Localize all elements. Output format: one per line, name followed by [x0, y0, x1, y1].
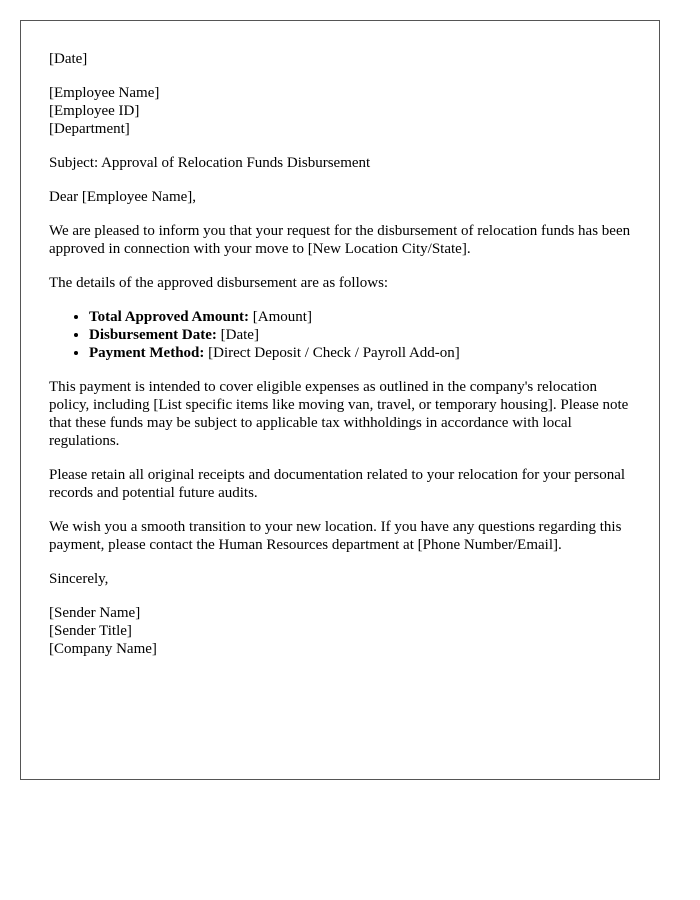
detail-value: [Date]: [216, 327, 259, 343]
details-list: [49, 308, 631, 362]
letter-date: [Date]: [49, 51, 88, 67]
coverage-paragraph: This payment is intended to cover eligible expenses as outlined in the company's relocation policy, including [List specific items like moving van, travel, or temporary housing]. Please note that these funds may be subject to applicable tax withholdings in accordance with local regulations.: [49, 379, 629, 449]
detail-value: [Direct Deposit / Check / Payroll Add-on]: [204, 345, 460, 361]
recipient-block: [49, 84, 631, 138]
receipts-paragraph: Please retain all original receipts and documentation related to your relocation for your personal records and potential future audits.: [49, 467, 626, 501]
recipient-department: [Department]: [49, 121, 130, 137]
sender-title: [Sender Title]: [49, 623, 132, 639]
sender-name: [Sender Name]: [49, 605, 141, 621]
details-intro: The details of the approved disbursement are as follows:: [49, 275, 389, 291]
sender-company: [Company Name]: [49, 641, 157, 657]
detail-label: Disbursement Date:: [89, 327, 217, 343]
details-item-amount: [89, 308, 631, 326]
recipient-name: [Employee Name]: [49, 85, 160, 101]
letter-salutation: Dear [Employee Name],: [49, 189, 197, 205]
details-item-date: [89, 326, 631, 344]
intro-paragraph: We are pleased to inform you that your request for the disbursement of relocation funds has been approved in connection with your move to [New Location City/State].: [49, 223, 631, 257]
letter-page: [20, 20, 660, 780]
recipient-id: [Employee ID]: [49, 103, 140, 119]
letter-signoff: Sincerely,: [49, 571, 109, 587]
detail-label: Payment Method:: [89, 345, 205, 361]
details-item-method: [89, 344, 631, 362]
detail-value: [Amount]: [249, 309, 312, 325]
detail-label: Total Approved Amount:: [89, 309, 250, 325]
letter-subject: Subject: Approval of Relocation Funds Disbursement: [49, 155, 371, 171]
sender-block: [49, 604, 631, 658]
closing-paragraph: We wish you a smooth transition to your new location. If you have any questions regarding this payment, please contact the Human Resources department at [Phone Number/Email].: [49, 519, 622, 553]
